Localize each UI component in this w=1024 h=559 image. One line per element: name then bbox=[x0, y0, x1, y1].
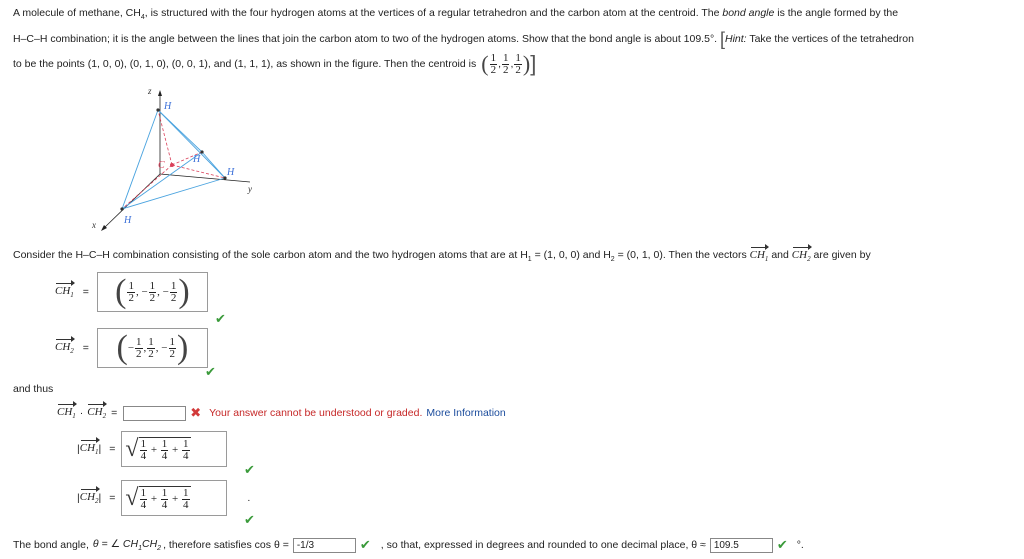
z-arrow bbox=[158, 90, 162, 96]
ch2-answer-box[interactable]: ( − $\frac{1}{2}$ , $\frac{1}{2}$ , − $\frac{1}{2}$ ) bbox=[97, 328, 208, 368]
ch2-magnitude-box[interactable]: √ $\frac{1}{4}$ + $\frac{1}{4}$ + $\frac{1}{4}$ bbox=[121, 480, 227, 516]
check-icon: ✔ bbox=[244, 462, 255, 477]
hint-label: Hint: bbox=[725, 33, 747, 45]
error-x-icon: ✖ bbox=[190, 405, 202, 420]
dot-product-input[interactable] bbox=[123, 406, 186, 421]
x-label: x bbox=[92, 220, 96, 230]
ch2-row: $CH_2$ = ( − $\frac{1}{2}$ , $\frac{1}{2}$ , − $\frac{1}{2}$ ) bbox=[55, 328, 208, 368]
h-label-top: H bbox=[164, 101, 172, 112]
theta-input[interactable] bbox=[710, 538, 773, 553]
problem-line-3: to be the points (1, 0, 0), (0, 1, 0), (0, 0, 1), and (1, 1, 1), as shown in the figure. Then the centroid is ( $\frac{1}{2}$ , $\frac{1}{2}$ , $\frac{1}{2}$ ) ] bbox=[13, 51, 537, 76]
problem-line-2: H–C–H combination; it is the angle between the lines that join the carbon atom to two of the hydrogen atoms. Show that the bond angle is about 109.5°. [Hint: Take the vertices of the tetrahedron bbox=[13, 29, 914, 49]
more-information-link[interactable]: More Information bbox=[426, 407, 506, 419]
carbon-atom bbox=[170, 163, 174, 167]
centroid-expression: ( $\frac{1}{2}$ , $\frac{1}{2}$ , $\frac{1}{2}$ ) ] bbox=[481, 51, 537, 76]
h-label-bottom: H bbox=[124, 215, 132, 226]
ch1-row: $CH_1$ = ( $\frac{1}{2}$ , − $\frac{1}{2}$ , − $\frac{1}{2}$ ) bbox=[55, 272, 208, 312]
error-message: Your answer cannot be understood or graded. bbox=[209, 407, 423, 419]
h-label-mid: H bbox=[193, 154, 201, 165]
and-thus-label: and thus bbox=[13, 383, 54, 395]
ch1-label: $CH_1$ bbox=[55, 284, 74, 300]
check-icon: ✔ bbox=[215, 311, 226, 326]
y-axis bbox=[160, 174, 250, 182]
cos-theta-input[interactable] bbox=[293, 538, 356, 553]
final-line: The bond angle, θ = ∠ $CH_1CH_2$ , therefore satisfies cos θ = -1/3 ✔ , so that, expressed in degrees and rounded to one decimal place, θ ≈ 109.5 ✔ °. bbox=[13, 537, 804, 553]
ch2-magnitude-row: | $CH_2$ | = √ $\frac{1}{4}$ + $\frac{1}{4}$ + $\frac{1}{4}$ . bbox=[77, 480, 250, 516]
check-icon: ✔ bbox=[205, 364, 216, 379]
consider-line: Consider the H–C–H combination consisting of the sole carbon atom and the two hydrogen atoms that are at $H_1 = (1$, 0, 0) and $H_2 = (0$, 1, 0). Then the vectors $CH_1$ and $CH_2$ are given by bbox=[13, 249, 871, 264]
hint-bracket: [ bbox=[719, 29, 725, 49]
c-label: C bbox=[158, 160, 165, 171]
z-label: z bbox=[148, 86, 152, 96]
tetrahedron-figure bbox=[90, 82, 260, 232]
check-icon: ✔ bbox=[776, 537, 788, 552]
ch1-magnitude-box[interactable]: √ $\frac{1}{4}$ + $\frac{1}{4}$ + $\frac{1}{4}$ bbox=[121, 431, 227, 467]
y-label: y bbox=[248, 184, 252, 194]
dot-product-row: $CH_1$ · $CH_2$ = ✖ Your answer cannot be understood or graded. More Information bbox=[57, 405, 506, 421]
ch1-answer-box[interactable]: ( $\frac{1}{2}$ , − $\frac{1}{2}$ , − $\frac{1}{2}$ ) bbox=[97, 272, 208, 312]
check-icon: ✔ bbox=[359, 537, 371, 552]
check-icon: ✔ bbox=[244, 512, 255, 527]
ch1-magnitude-row: | $CH_1$ | = √ $\frac{1}{4}$ + $\frac{1}{4}$ + $\frac{1}{4}$ bbox=[77, 431, 227, 467]
ch2-label: $CH_2$ bbox=[55, 340, 74, 356]
problem-line-1: A molecule of methane, $CH_4$, is structured with the four hydrogen atoms at the vertices of a regular tetrahedron and the carbon atom at the centroid. The bond angle is the angle formed by the bbox=[13, 7, 899, 22]
h-label-right: H bbox=[227, 167, 235, 178]
